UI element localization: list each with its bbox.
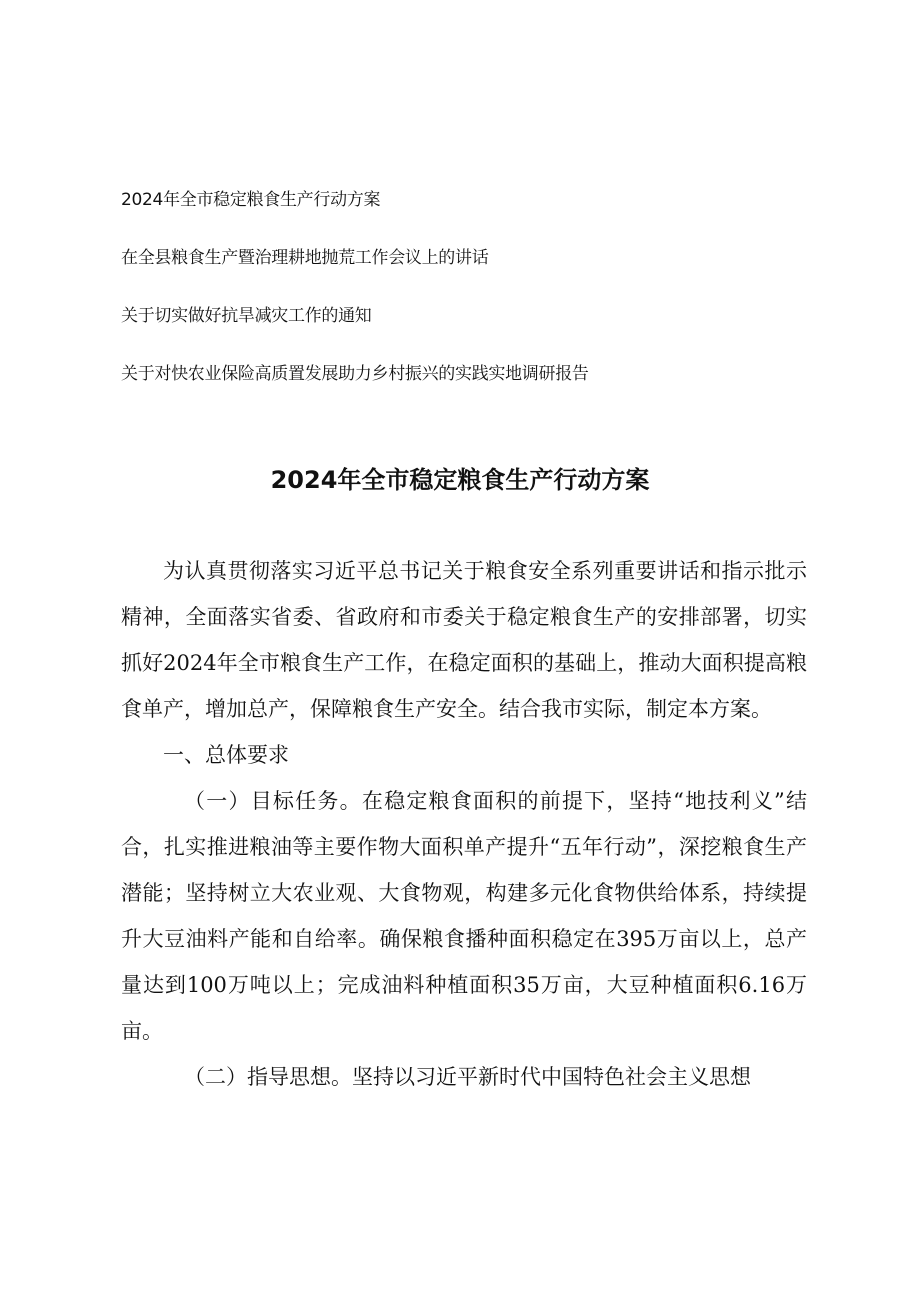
document-title: 2024年全市稳定粮食生产行动方案 bbox=[270, 466, 650, 494]
table-of-contents bbox=[121, 188, 821, 420]
target-task-paragraph: （一）目标任务。在稳定粮食面积的前提下，坚持“地技利义”结合，扎实推进粮油等主要作物大面积单产提升“五年行动”，深挖粮食生产潜能；坚持树立大农业观、大食物观，构建多元化食物供给体系，持续提升大豆油料产能和自给率。确保粮食播种面积稳定在395万亩以上，总产量达到100万吨以上；完成油料种植面积35万亩，大豆种植面积6.16万亩。 bbox=[121, 789, 807, 1043]
toc-item: 2024年全市稳定粮食生产行动方案 bbox=[121, 190, 381, 210]
section-heading: 一、总体要求 bbox=[163, 743, 289, 767]
toc-item: 在全县粮食生产暨治理耕地抛荒工作会议上的讲话 bbox=[121, 248, 489, 268]
intro-paragraph: 为认真贯彻落实习近平总书记关于粮食安全系列重要讲话和指示批示精神，全面落实省委、省政府和市委关于稳定粮食生产的安排部署，切实抓好2024年全市粮食生产工作，在稳定面积的基础上，推动大面积提高粮食单产，增加总产，保障粮食生产安全。结合我市实际，制定本方案。 bbox=[121, 559, 807, 721]
toc-item: 关于对快农业保险高质置发展助力乡村振兴的实践实地调研报告 bbox=[121, 364, 589, 384]
guiding-thought-paragraph: （二）指导思想。坚持以习近平新时代中国特色社会主义思想 bbox=[184, 1065, 751, 1089]
document-body bbox=[121, 548, 807, 1100]
toc-item: 关于切实做好抗旱减灾工作的通知 bbox=[121, 306, 372, 326]
